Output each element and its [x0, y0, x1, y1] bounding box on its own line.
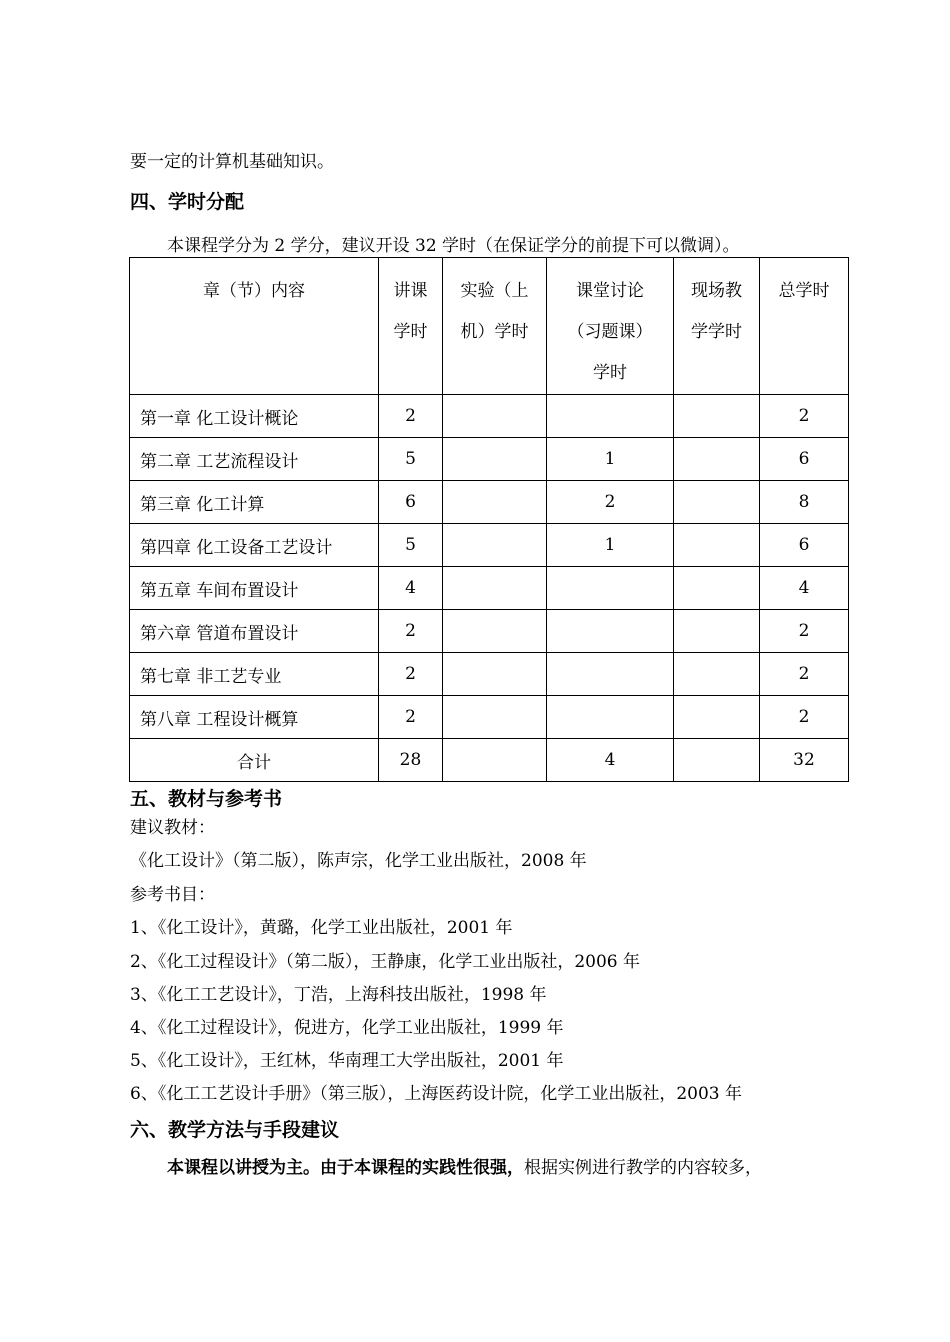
hours-table-body	[130, 395, 849, 782]
header-total-label-line: 总学时	[778, 281, 830, 301]
header-chapter	[130, 258, 379, 395]
cell-field	[674, 610, 760, 653]
header-lecture-label-line: 学时	[393, 322, 428, 342]
cell-field	[674, 567, 760, 610]
header-field-label-line: 现场教	[691, 281, 742, 301]
header-lecture-label	[379, 258, 442, 353]
section-6-paragraph	[167, 1153, 762, 1178]
cell-field	[674, 653, 760, 696]
cell-lab	[443, 653, 547, 696]
cell-total: 6	[760, 438, 849, 481]
cell-total: 8	[760, 481, 849, 524]
cell-lecture: 4	[379, 567, 443, 610]
header-field-label	[674, 258, 759, 353]
cell-total: 2	[760, 395, 849, 438]
cell-field	[674, 481, 760, 524]
cell-lecture: 2	[379, 395, 443, 438]
cell-lab	[443, 696, 547, 739]
reference-item: 1、《化工设计》，黄璐，化学工业出版社，2001 年	[130, 918, 513, 938]
cell-field	[674, 395, 760, 438]
cell-field	[674, 739, 760, 782]
header-lecture	[379, 258, 443, 395]
header-discussion-label-line: （习题课）	[567, 322, 653, 342]
cell-chapter: 第二章 工艺流程设计	[130, 438, 379, 481]
cell-field	[674, 524, 760, 567]
cell-lecture: 5	[379, 524, 443, 567]
cell-field	[674, 438, 760, 481]
header-total-label	[760, 258, 848, 312]
section-5-title: 五、教材与参考书	[130, 788, 283, 810]
section-4-intro: 本课程学分为 2 学分，建议开设 32 学时（在保证学分的前提下可以微调）。	[167, 236, 740, 256]
table-row	[130, 438, 849, 481]
cell-total: 2	[760, 653, 849, 696]
table-row	[130, 481, 849, 524]
cell-total: 6	[760, 524, 849, 567]
header-lab-label-line: 实验（上	[460, 281, 529, 301]
header-discussion-label-line: 学时	[593, 363, 627, 383]
cell-lab	[443, 567, 547, 610]
cell-total: 32	[760, 739, 849, 782]
reference-item: 5、《化工设计》，王红林，华南理工大学出版社，2001 年	[130, 1051, 564, 1071]
header-field-label-line: 学学时	[691, 322, 742, 342]
reference-item: 2、《化工过程设计》（第二版），王静康，化学工业出版社，2006 年	[130, 952, 640, 972]
table-row	[130, 653, 849, 696]
header-lab	[443, 258, 547, 395]
cell-total: 2	[760, 610, 849, 653]
cell-discussion	[547, 610, 674, 653]
cell-total: 2	[760, 696, 849, 739]
table-row	[130, 524, 849, 567]
textbook-entry: 《化工设计》（第二版），陈声宗，化学工业出版社，2008 年	[130, 851, 587, 871]
table-row	[130, 610, 849, 653]
header-discussion-label	[547, 258, 673, 394]
cell-lecture: 6	[379, 481, 443, 524]
table-row	[130, 739, 849, 782]
textbook-label: 建议教材：	[130, 818, 215, 838]
header-discussion-label-line: 课堂讨论	[576, 281, 644, 301]
references-label: 参考书目：	[130, 885, 215, 905]
cell-discussion: 4	[547, 739, 674, 782]
cell-total: 4	[760, 567, 849, 610]
header-chapter-label	[130, 258, 378, 312]
header-chapter-label-line: 章（节）内容	[203, 281, 305, 301]
cell-lab	[443, 739, 547, 782]
header-lecture-label-line: 讲课	[393, 281, 428, 301]
cell-lab	[443, 438, 547, 481]
cell-discussion: 2	[547, 481, 674, 524]
cell-lab	[443, 481, 547, 524]
cell-discussion	[547, 395, 674, 438]
cell-lecture: 5	[379, 438, 443, 481]
cell-field	[674, 696, 760, 739]
section-6-title: 六、教学方法与手段建议	[130, 1119, 340, 1141]
cell-lab	[443, 524, 547, 567]
cell-lecture: 2	[379, 610, 443, 653]
table-row	[130, 395, 849, 438]
reference-item: 6、《化工工艺设计手册》（第三版），上海医药设计院，化学工业出版社，2003 年	[130, 1084, 742, 1104]
cell-chapter: 第五章 车间布置设计	[130, 567, 379, 610]
hours-table	[129, 257, 849, 782]
cell-chapter: 第一章 化工设计概论	[130, 395, 379, 438]
cell-lecture: 28	[379, 739, 443, 782]
header-lab-label	[443, 258, 546, 353]
cell-chapter: 合计	[130, 739, 379, 782]
cell-lab	[443, 610, 547, 653]
cell-chapter: 第七章 非工艺专业	[130, 653, 379, 696]
header-discussion	[547, 258, 674, 395]
cell-chapter: 第三章 化工计算	[130, 481, 379, 524]
header-total	[760, 258, 849, 395]
intro-tail-text: 要一定的计算机基础知识。	[130, 152, 334, 172]
table-row	[130, 567, 849, 610]
cell-lecture: 2	[379, 696, 443, 739]
section-6-paragraph-rest: 根据实例进行教学的内容较多，	[524, 1158, 762, 1178]
cell-chapter: 第八章 工程设计概算	[130, 696, 379, 739]
cell-discussion: 1	[547, 524, 674, 567]
cell-chapter: 第四章 化工设备工艺设计	[130, 524, 379, 567]
reference-item: 4、《化工过程设计》，倪进方，化学工业出版社，1999 年	[130, 1018, 564, 1038]
section-6-paragraph-bold: 本课程以讲授为主。由于本课程的实践性很强，	[167, 1158, 524, 1178]
reference-item: 3、《化工工艺设计》，丁浩，上海科技出版社，1998 年	[130, 985, 547, 1005]
cell-lecture: 2	[379, 653, 443, 696]
cell-discussion	[547, 696, 674, 739]
hours-table-header-row	[130, 258, 849, 395]
header-field	[674, 258, 760, 395]
cell-discussion: 1	[547, 438, 674, 481]
cell-lab	[443, 395, 547, 438]
section-4-title: 四、学时分配	[130, 191, 245, 213]
table-row	[130, 696, 849, 739]
header-lab-label-line: 机）学时	[460, 322, 529, 342]
cell-discussion	[547, 653, 674, 696]
cell-discussion	[547, 567, 674, 610]
cell-chapter: 第六章 管道布置设计	[130, 610, 379, 653]
